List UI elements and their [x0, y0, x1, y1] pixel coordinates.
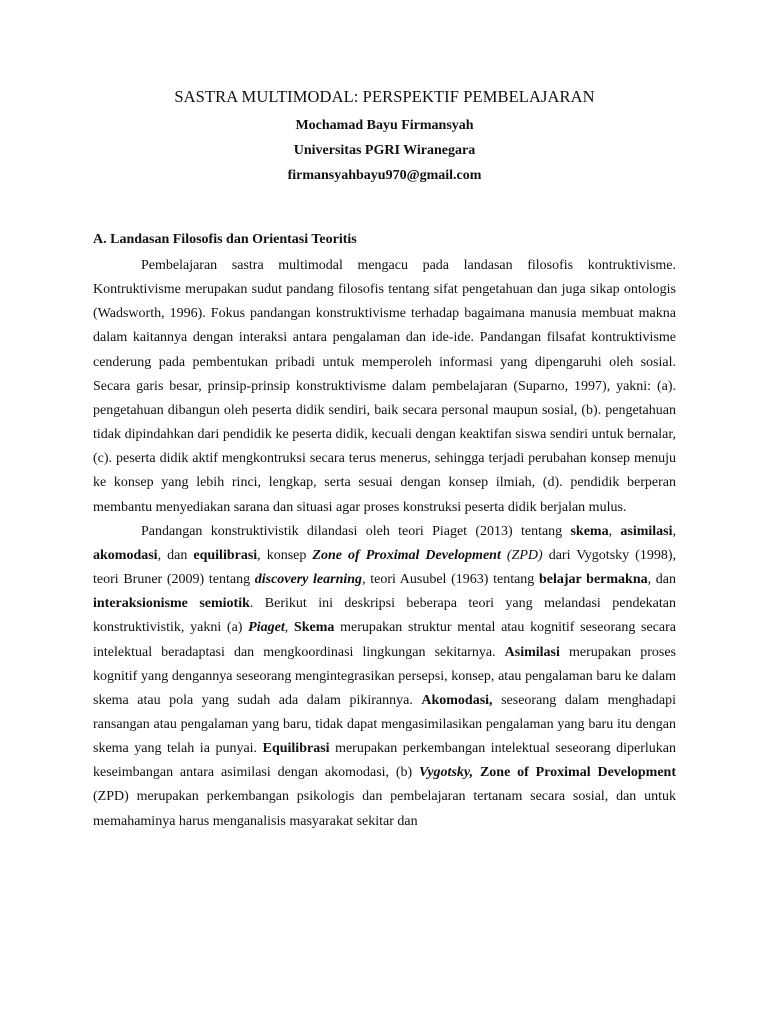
- text-run: merupakan perkembangan intelektual seseorang diperlukan keseimbangan antara asimilasi dengan akomodasi, (b): [93, 741, 676, 781]
- text-run: [473, 765, 480, 780]
- term-akomodasi-def: Akomodasi,: [421, 692, 493, 708]
- text-run: , konsep: [257, 547, 313, 563]
- author-affiliation: Universitas PGRI Wiranegara: [293, 143, 476, 158]
- text-run: seseorang dalam menghadapi ransangan atau pengalaman yang baru, tidak dapat mengasimilasikan pengalaman yang baru itu dengan skema yang telah ia punyai.: [93, 692, 677, 757]
- paragraph-1: Pembelajaran sastra multimodal mengacu pada landasan filosofis kontruktivisme. Kontruktivisme merupakan sudut pandang filosofis tentang sifat pengetahuan dan juga sikap ontologis (Wadsworth, 1996). Fokus pandangan konstruktivisme terhadap bagaimana manusia membuat makna dalam kaitannya dengan interaksi antara pengalaman dan ide-ide. Pandangan filsafat kontruktivisme cenderung pada pembentukan pribadi untuk memperoleh informasi yang dipengaruhi oleh sosial. Secara garis besar, prinsip-prinsip konstruktivisme dalam pembelajaran (Suparno, 1997), yakni: (a). pengetahuan dibangun oleh peserta didik sendiri, baik secara personal maupun sosial, (b). pengetahuan tidak dipindahkan dari pendidik ke peserta didik, kecuali dengan keaktifan siswa sendiri untuk bernalar, (c). peserta didik aktif mengkontruksi secara terus menerus, sehingga terjadi perubahan konsep menuju ke konsep yang lebih rinci, lengkap, serta sesuai dengan konsep ilmiah, (d). pendidik berperan membantu menyediakan sarana dan situasi agar proses konstruksi peserta didik berjalan mulus.: [93, 258, 676, 515]
- term-akomodasi: akomodasi: [93, 547, 158, 563]
- term-zpd-abbr: (ZPD): [500, 547, 543, 563]
- paper-title: SASTRA MULTIMODAL: PERSPEKTIF PEMBELAJARAN: [174, 87, 595, 106]
- text-run: , dan: [157, 547, 194, 563]
- text-run: , teori Ausubel (1963) tentang: [362, 572, 539, 588]
- text-run: ,: [672, 523, 677, 539]
- term-zpd: Zone of Proximal Development: [312, 547, 501, 563]
- term-discovery-learning: discovery learning: [254, 572, 363, 588]
- term-skema: skema: [570, 523, 609, 539]
- term-equilibrasi: equilibrasi: [193, 547, 258, 563]
- term-asimilasi: asimilasi: [620, 523, 673, 539]
- term-skema-def: Skema: [293, 620, 335, 636]
- term-asimilasi-def: Asimilasi: [504, 644, 560, 660]
- text-run: merupakan proses kognitif yang dengannya seseorang mengintegrasikan persepsi, konsep, atau pengalaman baru ke dalam skema atau pola yang sudah ada dalam pikirannya.: [93, 644, 677, 708]
- author-email: firmansyahbayu970@gmail.com: [287, 168, 482, 183]
- author-name: Mochamad Bayu Firmansyah: [295, 118, 474, 133]
- term-piaget: Piaget: [248, 620, 285, 636]
- term-vygotsky: Vygotsky,: [419, 765, 474, 781]
- document-page: [93, 0, 676, 1024]
- text-run: . Berikut ini deskripsi beberapa teori yang melandasi pendekatan konstruktivistik, yakni (a): [93, 596, 676, 636]
- text-run: , dan: [647, 572, 677, 588]
- term-interaksionisme-semiotik: interaksionisme semiotik: [93, 596, 250, 612]
- text-run: Pandangan konstruktivistik dilandasi oleh teori Piaget (2013) tentang: [141, 523, 571, 539]
- text-run: ,: [608, 523, 621, 539]
- paragraph-2: [93, 520, 676, 834]
- text-run: dari Vygotsky (1998), teori Bruner (2009) tentang: [93, 547, 677, 588]
- term-belajar-bermakna: belajar bermakna: [538, 572, 648, 588]
- text-run: (ZPD) merupakan perkembangan psikologis dan pembelajaran tertanam secara sosial, dan untuk memahaminya harus menganalisis masyarakat sekitar dan: [93, 789, 676, 829]
- term-zpd-def: Zone of Proximal Development: [479, 765, 676, 781]
- text-run: ,: [284, 620, 294, 636]
- body-text: [93, 254, 676, 834]
- text-run: merupakan struktur mental atau kognitif seseorang secara intelektual beradaptasi dan mengkoordinasi lingkungan sekitarnya.: [93, 620, 677, 660]
- section-heading: A. Landasan Filosofis dan Orientasi Teoritis: [93, 232, 357, 247]
- term-equilibrasi-def: Equilibrasi: [262, 741, 330, 757]
